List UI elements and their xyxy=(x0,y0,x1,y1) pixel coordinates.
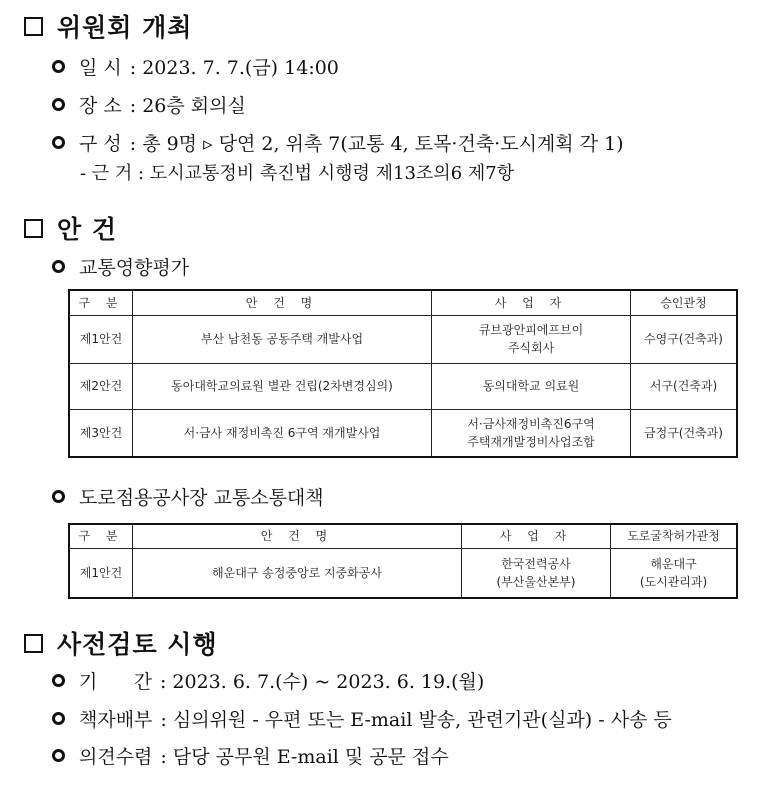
table-header-row xyxy=(69,290,737,315)
circle-bullet-icon xyxy=(52,98,65,111)
cell: 해운대구 (도시관리과) xyxy=(611,548,738,598)
table-row xyxy=(69,315,737,363)
list-item-distribution xyxy=(52,705,672,732)
col-header: 도로굴착허가관청 xyxy=(611,524,738,548)
subsection-traffic-impact xyxy=(52,253,189,280)
item-value: : 심의위원 - 우편 또는 E-mail 발송, 관련기관(실과) - 사송 등 xyxy=(160,709,672,731)
agenda-table-road-occupancy xyxy=(68,523,738,599)
col-header: 구 분 xyxy=(69,524,133,548)
item-label: 의견수렴 xyxy=(79,746,153,768)
table-header-row xyxy=(69,524,737,548)
item-label: 구 성 xyxy=(79,133,122,155)
cell: 부산 남천동 공동주택 개발사업 xyxy=(133,315,432,363)
section-title: 안 건 xyxy=(57,215,118,244)
item-value: : 2023. 6. 7.(수) ~ 2023. 6. 19.(월) xyxy=(159,671,485,693)
item-value: : 담당 공무원 E-mail 및 공문 접수 xyxy=(160,746,449,768)
checkbox-square-icon xyxy=(24,634,43,653)
section-heading-agenda xyxy=(24,210,117,246)
item-label: 책자배부 xyxy=(79,709,153,731)
cell: 서구(건축과) xyxy=(631,363,738,409)
cell: 동의대학교 의료원 xyxy=(432,363,631,409)
list-item-datetime xyxy=(52,53,339,80)
table-row xyxy=(69,548,737,598)
col-header: 안 건 명 xyxy=(133,524,462,548)
cell: 제2안건 xyxy=(69,363,133,409)
circle-bullet-icon xyxy=(52,490,65,503)
cell: 서·금사 재정비촉진 6구역 재개발사업 xyxy=(133,409,432,457)
circle-bullet-icon xyxy=(52,712,65,725)
list-item-opinion xyxy=(52,742,449,769)
cell: 수영구(건축과) xyxy=(631,315,738,363)
list-item-place xyxy=(52,91,246,118)
cell: 해운대구 송정중앙로 지중화공사 xyxy=(133,548,462,598)
cell: 금정구(건축과) xyxy=(631,409,738,457)
checkbox-square-icon xyxy=(24,17,43,36)
cell: 서·금사재정비촉진6구역 주택재개발정비사업조합 xyxy=(432,409,631,457)
item-value: : 26층 회의실 xyxy=(129,95,246,117)
col-header: 승인관청 xyxy=(631,290,738,315)
cell: 제3안건 xyxy=(69,409,133,457)
col-header: 구 분 xyxy=(69,290,133,315)
checkbox-square-icon xyxy=(24,219,43,238)
circle-bullet-icon xyxy=(52,674,65,687)
subsection-heading: 교통영향평가 xyxy=(79,257,190,279)
col-header: 사 업 자 xyxy=(432,290,631,315)
col-header: 사 업 자 xyxy=(462,524,611,548)
cell: 제1안건 xyxy=(69,548,133,598)
list-item-composition xyxy=(52,129,624,156)
cell: 제1안건 xyxy=(69,315,133,363)
cell: 동아대학교의료원 별관 건립(2차변경심의) xyxy=(133,363,432,409)
circle-bullet-icon xyxy=(52,260,65,273)
circle-bullet-icon xyxy=(52,60,65,73)
circle-bullet-icon xyxy=(52,136,65,149)
section-heading-committee xyxy=(24,8,192,44)
circle-bullet-icon xyxy=(52,749,65,762)
item-label: 일 시 xyxy=(79,57,122,79)
col-header: 안 건 명 xyxy=(133,290,432,315)
item-label: 기 간 xyxy=(79,671,152,693)
cell: 한국전력공사 (부산울산본부) xyxy=(462,548,611,598)
table-row xyxy=(69,363,737,409)
section-heading-prereview xyxy=(24,625,218,661)
section-title: 위원회 개최 xyxy=(57,13,193,42)
basis-line: - 근 거 : 도시교통정비 촉진법 시행령 제13조의6 제7항 xyxy=(80,163,515,184)
item-value: : 2023. 7. 7.(금) 14:00 xyxy=(129,57,339,79)
table-row xyxy=(69,409,737,457)
subsection-road-occupancy xyxy=(52,483,324,510)
section-title: 사전검토 시행 xyxy=(57,630,218,659)
agenda-table-traffic-impact xyxy=(68,289,738,458)
item-value: : 총 9명 ▹ 당연 2, 위촉 7(교통 4, 토목·건축·도시계획 각 1) xyxy=(129,133,624,155)
subsection-heading: 도로점용공사장 교통소통대책 xyxy=(79,487,324,509)
list-item-period xyxy=(52,667,484,694)
item-label: 장 소 xyxy=(79,95,122,117)
cell: 큐브광안피에프브이 주식회사 xyxy=(432,315,631,363)
